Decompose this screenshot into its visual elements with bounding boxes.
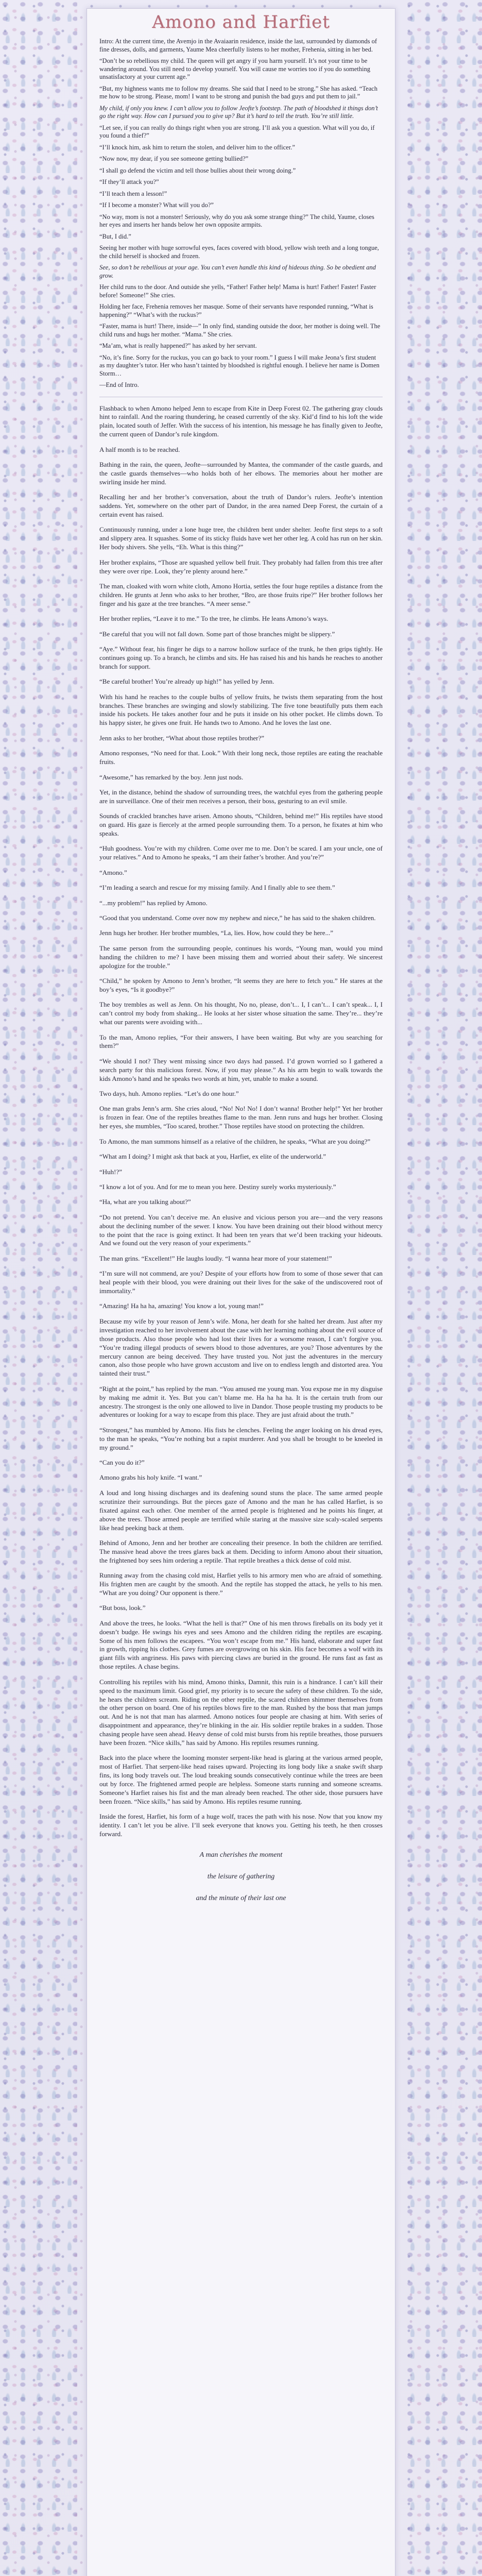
story-paragraph: “I know a lot of you. And for me to mean you here. Destiny surely works mysteriously.”	[99, 1182, 336, 1191]
story-paragraph: “Be careful brother! You’re already up high!” has yelled by Jenn.	[99, 677, 274, 686]
intro-paragraph: “I’ll knock him, ask him to return the stolen, and deliver him to the officer.”	[99, 143, 295, 151]
intro-paragraph: “But, I did.”	[99, 232, 131, 240]
story-paragraph: Jenn hugs her brother. Her brother mumbles, “La, lies. How, how could they be here...”	[99, 929, 334, 937]
story-paragraph: “I’m leading a search and rescue for my missing family. And I finally able to see them.”	[99, 884, 335, 892]
document-page	[87, 8, 395, 2576]
intro-paragraph: Seeing her mother with huge sorrowful eyes, faces covered with blood, yellow wish teeth and a long tongue, the child herself is shocked and frozen.	[99, 244, 379, 260]
story-paragraph: “I’m sure will not commend, are you? Despite of your efforts how from to some of those sewer that can heal people with their blood, you were draining out their lives for the sake of the undiscovered root of immortality.”	[99, 1269, 383, 1295]
poem-line: A man cherishes the moment	[199, 1851, 283, 1859]
story-paragraph: Two days, huh. Amono replies. “Let’s do one hour.”	[99, 1090, 239, 1098]
intro-paragraph: “No way, mom is not a monster! Seriously, why do you ask some strange thing?” The child, Yaume, closes her eyes and inserts her hands below her own opposite armpits.	[99, 213, 374, 228]
intro-paragraph: “No, it’s fine. Sorry for the ruckus, you can go back to your room.” I guess I will make Jeona’s first student as my daughter’s tutor. Her who hasn’t tainted by bloodshed is rightful enough. I believe her name is Domen Storm…	[99, 353, 380, 377]
story-paragraph: “Amono.”	[99, 868, 127, 876]
story-paragraph: “...my problem!” has replied by Amono.	[99, 899, 208, 907]
intro-paragraph: My child, if only you knew. I can’t allow you to follow Jeofte’s footstep. The path of bloodshed it things don’t go the right way. How can I pursued you to give up? But it’s hard to tell the truth. You’re still little.	[99, 104, 378, 120]
intro-paragraph: Her child runs to the door. And outside she yells, “Father! Father help! Mama is hurt! Father! Faster! Faster before! Someone!” She cries.	[99, 283, 376, 299]
intro-paragraph: “But, my highness wants me to follow my dreams. She said that I need to be strong.” She has asked. “Teach me how to be strong. Please, mom! I want to be strong and punish the bad guys and put them to jail.”	[99, 84, 377, 100]
story-paragraph: And above the trees, he looks. “What the hell is that?” One of his men throws fireballs on its body yet it doesn’t budge. He swings his eyes and sees Amono and the children riding the reptiles are escaping. Some of his men follows the escapees. “You won’t escape from me.” His hand, elaborate and super fast in growth, ripping his clothes. Grey fumes are overgrowing on his skin. His face becomes a wolf with its giant fills with angriness. His paws with piercing claws are buried in the ground. He runs fast as fast as those reptiles. A chase begins.	[99, 1619, 383, 1671]
story-paragraph: Amono grabs his holy knife. “I want.”	[99, 1473, 202, 1482]
story-paragraph: “We should I not? They went missing since two days had passed. I’d grown worried so I gathered a search party for this malicious forest. Now, if you may please.” As his arm begin to walk towards the kids Amono’s hand and he speaks two words at him, yet, unable to make a sound.	[99, 1057, 383, 1082]
intro-paragraph: Holding her face, Frehenia removes her masque. Some of their servants have responded running, “What is happening?” “What’s with the ruckus?”	[99, 303, 373, 318]
story-paragraph: “Huh!?”	[99, 1167, 123, 1176]
intro-paragraph: “I shall go defend the victim and tell those bullies about their wrong doing.”	[99, 166, 296, 174]
story-paragraph: Inside the forest, Harfiet, his form of a huge wolf, traces the path with his nose. Now that you know my identity. I can’t let you be alive. I’ll seek everyone that knows you. Getting his teeth, he then crosses forward.	[99, 1812, 383, 1838]
story-paragraph: Continuously running, under a lone huge tree, the children bent under shelter. Jeofte first steps to a soft and slippery area. It squashes. Some of its sticky fluids have wet her other leg. A cold has run on her skin. Her body shivers. She yells, “Eh. What is this thing?”	[99, 526, 383, 551]
story-paragraph: Flashback to when Amono helped Jenn to escape from Kite in Deep Forest 02. The gathering gray clouds hint to rainfall. And the roaring thundering, he ceased currently of the sky. Kid’d find to his loft the wide plain, located south of Jeffer. With the success of his intention, his message he has finally given to Jeofte, the current queen of Dandor’s rule kingdom.	[99, 404, 383, 438]
intro-paragraph: “Now now, my dear, if you see someone getting bullied?”	[99, 155, 249, 162]
decorative-right-band	[405, 0, 482, 2576]
intro-paragraph: “If they’ll attack you?”	[99, 178, 159, 185]
story-paragraph: Because my wife by your reason of Jenn’s wife. Mona, her death for she halted her dream. Just after my investigation reached to her involvement about the case with her learning nothing about the evil source of those products. Also those people who had lost their lives for a worsome reason, I can’t forgive you. “You’re trading illegal products of sewers blood to those adventures, are you? Those adventures by the mercury cannon are being deceived. They have trusted you. Not just the adventures in the mercury canon, also those people who have grown accustom and live on to endless length and distorted area. You tainted their trust.”	[99, 1317, 383, 1378]
story-paragraph: Jenn asks to her brother, “What about those reptiles brother?”	[99, 734, 265, 742]
story-paragraph: Sounds of crackled branches have arisen. Amono shouts, “Children, behind me!” His reptiles have stood on guard. His gaze is fiercely at the armed people surrounding them. To a person, he fixates at him who speaks.	[99, 812, 383, 838]
story-paragraph: To the man, Amono replies, “For their answers, I have been waiting. But why are you searching for them?”	[99, 1033, 383, 1050]
story-paragraph: “Right at the point,” has replied by the man. “You amused me young man. You expose me in my disguise by making me admit it. Yes. But you can’t blame me. Ha ha ha ha. It is the certain truth from our ancestry. The strongest is the only one allowed to live in Dandor. Those people trusting my products to be adventures or looking for a way to escape from this place. They are just afraid about the truth.”	[99, 1384, 383, 1419]
story-paragraph: “Amazing! Ha ha ha, amazing! You know a lot, young man!”	[99, 1302, 264, 1310]
story-paragraph: “What am I doing? I might ask that back at you, Harfiet, ex elite of the underworld.”	[99, 1153, 326, 1161]
intro-paragraph: “If I become a monster? What will you do?”	[99, 201, 214, 209]
document-title: Amono and Harfiet	[152, 12, 330, 32]
story-paragraph: “Can you do it?”	[99, 1459, 145, 1467]
story-paragraph: “Do not pretend. You can’t deceive me. An elusive and vicious person you are—and the very reasons about the declining number of the sewer. I know. You have been draining out their blood without mercy to the point that the race is going extinct. It had been ten years that we’d been tracking your hideouts. And we found out the very reason of your experiments.”	[99, 1213, 383, 1247]
decorative-left-band	[0, 0, 77, 2576]
story-paragraph: “Awesome,” has remarked by the boy. Jenn just nods.	[99, 773, 244, 781]
intro-paragraph: “Let see, if you can really do things right when you are strong. I’ll ask you a question. What will you do, if you found a thief?”	[99, 124, 375, 139]
story-paragraph: Her brother explains, “Those are squashed yellow bell fruit. They probably had fallen from this tree after they were over ripe. Look, they’re plenty around here.”	[99, 558, 383, 575]
story-paragraph: “Ha, what are you talking about?”	[99, 1198, 191, 1206]
story-paragraph: The same person from the surrounding people, continues his words, “Young man, would you mind handing the children to me? I have been missing them and worried about their safety. We sincerest apologize for the trouble.”	[99, 944, 383, 970]
intro-paragraph: Intro: At the current time, the Avemjo in the Avaiaarin residence, inside the last, surrounded by diamonds of fine dresses, dolls, and garments, Yaume Mea cheerfully listens to her mother, Frehenia, sitting in her bed.	[99, 38, 377, 53]
story-paragraph: One man grabs Jenn’s arm. She cries aloud, “No! No! No! I don’t wanna! Brother help!” Yet her brother is frozen in fear. One of the reptiles breathes flame to the man. Jenn runs and hugs her brother. Closing her eyes, she mumbles, “Too scared, brother.” Those reptiles have stood on protecting the children.	[99, 1105, 383, 1130]
intro-paragraph: “Ma’am, what is really happened?” has asked by her servant.	[99, 342, 257, 349]
intro-paragraph: See, so don’t be rebellious at your age. You can’t even handle this kind of hideous thing. So be obedient and grow.	[99, 264, 376, 279]
story-paragraph: Bathing in the rain, the queen, Jeofte—surrounded by Mantea, the commander of the castle guards, and the castle guards themselves—who holds both of her elbows. The memories about her mother are swirling inside her mind.	[99, 461, 383, 486]
story-paragraph: Her brother replies, “Leave it to me.” To the tree, he climbs. He leans Amono’s ways.	[99, 615, 329, 623]
story-paragraph: Controlling his reptiles with his mind, Amono thinks, Damnit, this ruin is a hindrance. I can’t kill their speed to the maximum limit. Good grief, my priority is to secure the safety of these children. To the side, he hears the children scream. Riding on the other reptile, the scared children shimmer themselves from the other person on board. One of his reptiles blows fire to the man. Rushed by the boss that man jumps out. And he is not that man has alarmed. Amono notices four people are chasing at him. With series of disappointment and appearance, they’re blinking in the air. His soldier reptile brakes in a sudden. Those chasing people have seen ahead. Heavy dense of cold mist bursts from his reptile breathes, those pursuers have been frozen. “Nice skills,” has said by Amono. His reptiles resumes running.	[99, 1677, 383, 1747]
story-paragraph: The man, cloaked with worn white cloth, Amono Hortia, settles the four huge reptiles a distance from the children. He grunts at Jenn who asks to her brother, “Bro, are those fruits ripe?” Her brother follows her finger and his gaze at the tree branches. “A meer sense.”	[99, 582, 383, 607]
story-paragraph: “Huh goodness. You’re with my children. Come over me to me. Don’t be scared. I am your uncle, one of your relatives.” And to Amono he speaks, “I am their father’s brother. And you’re?”	[99, 844, 383, 861]
story-paragraph: The boy trembles as well as Jenn. On his thought, No no, please, don’t... I, I can’t... I can’t speak... I, I can’t control my body from shaking... He looks at her sister whose situation the same. They’re... they’re what our parents were avoiding with...	[99, 1001, 383, 1026]
story-paragraph: “But boss, look.”	[99, 1604, 146, 1612]
intro-paragraph: “Don’t be so rebellious my child. The queen will get angry if you harm yourself. It’s not your time to be wandering around. You still need to develop yourself. You will cause me worries too if you do something unsatisfactory at your current age.”	[99, 57, 370, 80]
story-paragraph: A loud and long hissing discharges and its deafening sound stuns the place. The same armed people scrutinize their surroundings. But the pieces gaze of Amono and the man he has called Harfiet, is so fixated against each other. One member of the armed people is frightened and he points his finger, at above the trees. Those armed people are terrified while staring at the massive size scaly-scaled serpents like head peeking back at them.	[99, 1488, 383, 1532]
story-paragraph: “Child,” he spoken by Amono to Jenn’s brother, “It seems they are here to fetch you.” He stares at the boy’s eyes, “Is it goodbye?”	[99, 977, 383, 993]
story-paragraph: Amono responses, “No need for that. Look.” With their long neck, those reptiles are eating the reachable fruits.	[99, 749, 383, 766]
story-paragraph: Running away from the chasing cold mist, Harfiet yells to his armory men who are afraid of something. His frighten men are caught by the smooth. And the reptile has stopped the attack, he yells to his men. “What are you doing? Our opponent is there.”	[99, 1571, 383, 1597]
story-paragraph: To Amono, the man summons himself as a relative of the children, he speaks, “What are you doing?”	[99, 1137, 371, 1145]
story-paragraph: Yet, in the distance, behind the shadow of surrounding trees, the watchful eyes from the gathering people are in surveillance. One of their men receives a person, their boss, gesturing to an evil smile.	[99, 788, 383, 805]
story-paragraph: “Good that you understand. Come over now my nephew and niece,” he has said to the shaken children.	[99, 913, 376, 922]
story-paragraph: “Be careful that you will not fall down. Some part of those branches might be slippery.”	[99, 630, 335, 638]
intro-paragraph: —End of Intro.	[99, 381, 139, 388]
story-paragraph: The man grins. “Excellent!” He laughs loudly. “I wanna hear more of your statement!”	[99, 1254, 332, 1262]
story-section	[99, 404, 383, 1839]
story-paragraph: With his hand he reaches to the couple bulbs of yellow fruits, he twists them separating from the host branches. These branches are swinging and slowly stabilizing. The five tone beautifully puts them each inside his pockets. He takes another four and he puts it inside on his other pocket. He climbs down. To his happy sister, he gives one fruit. He hands two to Amono. And he loves the last one.	[99, 692, 383, 727]
intro-paragraph: “Faster, mama is hurt! There, inside—” In only find, standing outside the door, her mother is doing well. The child runs and hugs her mother. “Mama.” She cries.	[99, 323, 381, 338]
intro-section	[99, 38, 383, 389]
story-paragraph: Behind of Amono, Jenn and her brother are concealing their presence. In both the children are terrified. The massive head above the trees glares back at them. Deciding to inform Amono about their situation, the frightened boy sees him ordering a reptile. That reptile breathes a thick dense of cold mist.	[99, 1538, 383, 1564]
story-paragraph: Recalling her and her brother’s conversation, about the truth of Dandor’s rulers. Jeofte’s intention saddens. Yet, somewhere on the other part of Dandor, in the area named Deep Forest, the curtain of a certain event has raised.	[99, 493, 383, 519]
story-paragraph: A half month is to be reached.	[99, 445, 180, 453]
intro-paragraph: “I’ll teach them a lesson!”	[99, 190, 167, 197]
poem-line: the leisure of gathering	[207, 1873, 275, 1881]
closing-poem	[99, 1851, 383, 1903]
story-paragraph: Back into the place where the looming monster serpent-like head is glaring at the various armed people, most of Harfiet. That serpent-like head raises upward. Projecting its long body like a snake swift sharp fins, its long body travels out. The loud breaking sounds consecutively continue while the trees are been out by force. The frightened armed people are helpless. Someone starts running and someone screams. Someone’s Harfiet raises his fist and the man already been reached. The other side, those pursuers have been frozen. “Nice skills,” has said by Amono. His reptiles resume running.	[99, 1754, 383, 1805]
poem-line: and the minute of their last one	[196, 1894, 286, 1903]
story-paragraph: “Strongest,” has mumbled by Amono. His fists he clenches. Feeling the anger looking on his dread eyes, to the man he speaks, “You’re nothing but a rapist murderer. And you shall be brought to be kneeled in my ground.”	[99, 1426, 383, 1451]
story-paragraph: “Aye.” Without fear, his finger he digs to a narrow hollow surface of the trunk, he then grips tightly. He continues going up. To a branch, he climbs and sits. He has raised his and his hands he reaches to another branch for support.	[99, 645, 383, 670]
